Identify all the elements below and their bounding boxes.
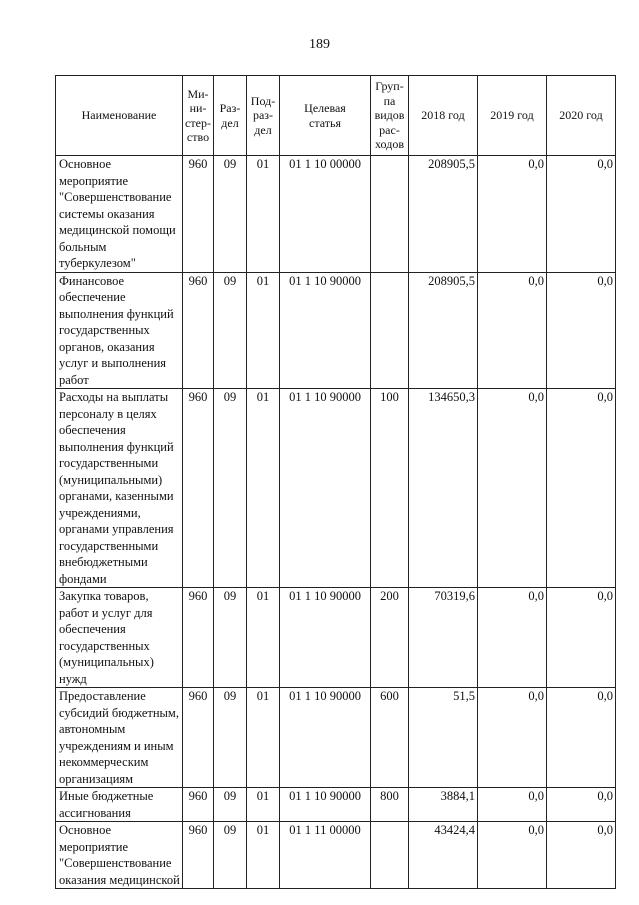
row-subsection: 01 (247, 588, 280, 688)
row-2018: 51,5 (409, 688, 478, 788)
header-name: Наименование (56, 76, 183, 156)
row-section: 09 (214, 588, 247, 688)
row-ministry: 960 (183, 822, 214, 889)
row-target: 01 1 10 90000 (280, 788, 371, 822)
header-2019: 2019 год (478, 76, 547, 156)
header-section: Раз- дел (214, 76, 247, 156)
header-ministry: Ми- ни- стер- ство (183, 76, 214, 156)
row-subsection: 01 (247, 389, 280, 588)
row-2020: 0,0 (547, 588, 616, 688)
header-2018: 2018 год (409, 76, 478, 156)
row-section: 09 (214, 272, 247, 389)
row-2020: 0,0 (547, 788, 616, 822)
row-name: Иные бюджетные ассигнования (56, 788, 183, 822)
row-ministry: 960 (183, 389, 214, 588)
row-name: Основное мероприятие "Совершенствование оказания медицинской (56, 822, 183, 889)
table-row (56, 272, 616, 389)
row-2019: 0,0 (478, 788, 547, 822)
row-target: 01 1 11 00000 (280, 822, 371, 889)
row-name: Закупка товаров, работ и услуг для обеспечения государственных (муниципальных) нужд (56, 588, 183, 688)
row-2018: 70319,6 (409, 588, 478, 688)
row-name: Расходы на выплаты персоналу в целях обеспечения выполнения функций государственными (муниципальными) органами, казенными учреждениями, органами управления государственными внебюджетными фондами (56, 389, 183, 588)
table-header (56, 76, 616, 156)
row-ministry: 960 (183, 588, 214, 688)
row-2019: 0,0 (478, 688, 547, 788)
row-2020: 0,0 (547, 822, 616, 889)
row-2020: 0,0 (547, 688, 616, 788)
row-subsection: 01 (247, 272, 280, 389)
row-group: 200 (371, 588, 409, 688)
header-2020: 2020 год (547, 76, 616, 156)
row-2020: 0,0 (547, 156, 616, 273)
row-ministry: 960 (183, 688, 214, 788)
row-ministry: 960 (183, 156, 214, 273)
row-name: Основное мероприятие "Совершенствование системы оказания медицинской помощи больным туберкулезом" (56, 156, 183, 273)
row-target: 01 1 10 90000 (280, 272, 371, 389)
row-2018: 208905,5 (409, 272, 478, 389)
row-2019: 0,0 (478, 272, 547, 389)
row-2018: 134650,3 (409, 389, 478, 588)
row-target: 01 1 10 00000 (280, 156, 371, 273)
row-target: 01 1 10 90000 (280, 688, 371, 788)
row-section: 09 (214, 822, 247, 889)
row-group: 100 (371, 389, 409, 588)
row-subsection: 01 (247, 156, 280, 273)
row-subsection: 01 (247, 822, 280, 889)
page-number: 189 (309, 37, 330, 52)
row-ministry: 960 (183, 788, 214, 822)
row-name: Предоставление субсидий бюджетным, автономным учреждениям и иным некоммерческим организациям (56, 688, 183, 788)
table-row (56, 788, 616, 822)
row-subsection: 01 (247, 788, 280, 822)
row-subsection: 01 (247, 688, 280, 788)
row-target: 01 1 10 90000 (280, 389, 371, 588)
row-ministry: 960 (183, 272, 214, 389)
row-2018: 208905,5 (409, 156, 478, 273)
row-group (371, 156, 409, 273)
row-2020: 0,0 (547, 389, 616, 588)
row-group: 800 (371, 788, 409, 822)
row-2019: 0,0 (478, 588, 547, 688)
header-target: Целевая статья (280, 76, 371, 156)
row-section: 09 (214, 156, 247, 273)
row-section: 09 (214, 688, 247, 788)
row-group (371, 822, 409, 889)
row-2018: 3884,1 (409, 788, 478, 822)
header-expense-group: Груп- па видов рас- ходов (371, 76, 409, 156)
table-row (56, 389, 616, 588)
row-2019: 0,0 (478, 389, 547, 588)
table-row (56, 688, 616, 788)
header-subsection: Под- раз- дел (247, 76, 280, 156)
row-group (371, 272, 409, 389)
row-2019: 0,0 (478, 822, 547, 889)
row-name: Финансовое обеспечение выполнения функций государственных органов, оказания услуг и выполнения работ (56, 272, 183, 389)
row-group: 600 (371, 688, 409, 788)
row-2018: 43424,4 (409, 822, 478, 889)
row-2020: 0,0 (547, 272, 616, 389)
table-row (56, 588, 616, 688)
row-2019: 0,0 (478, 156, 547, 273)
row-target: 01 1 10 90000 (280, 588, 371, 688)
row-section: 09 (214, 389, 247, 588)
table-row (56, 156, 616, 273)
row-section: 09 (214, 788, 247, 822)
budget-table (55, 75, 616, 889)
table-row (56, 822, 616, 889)
